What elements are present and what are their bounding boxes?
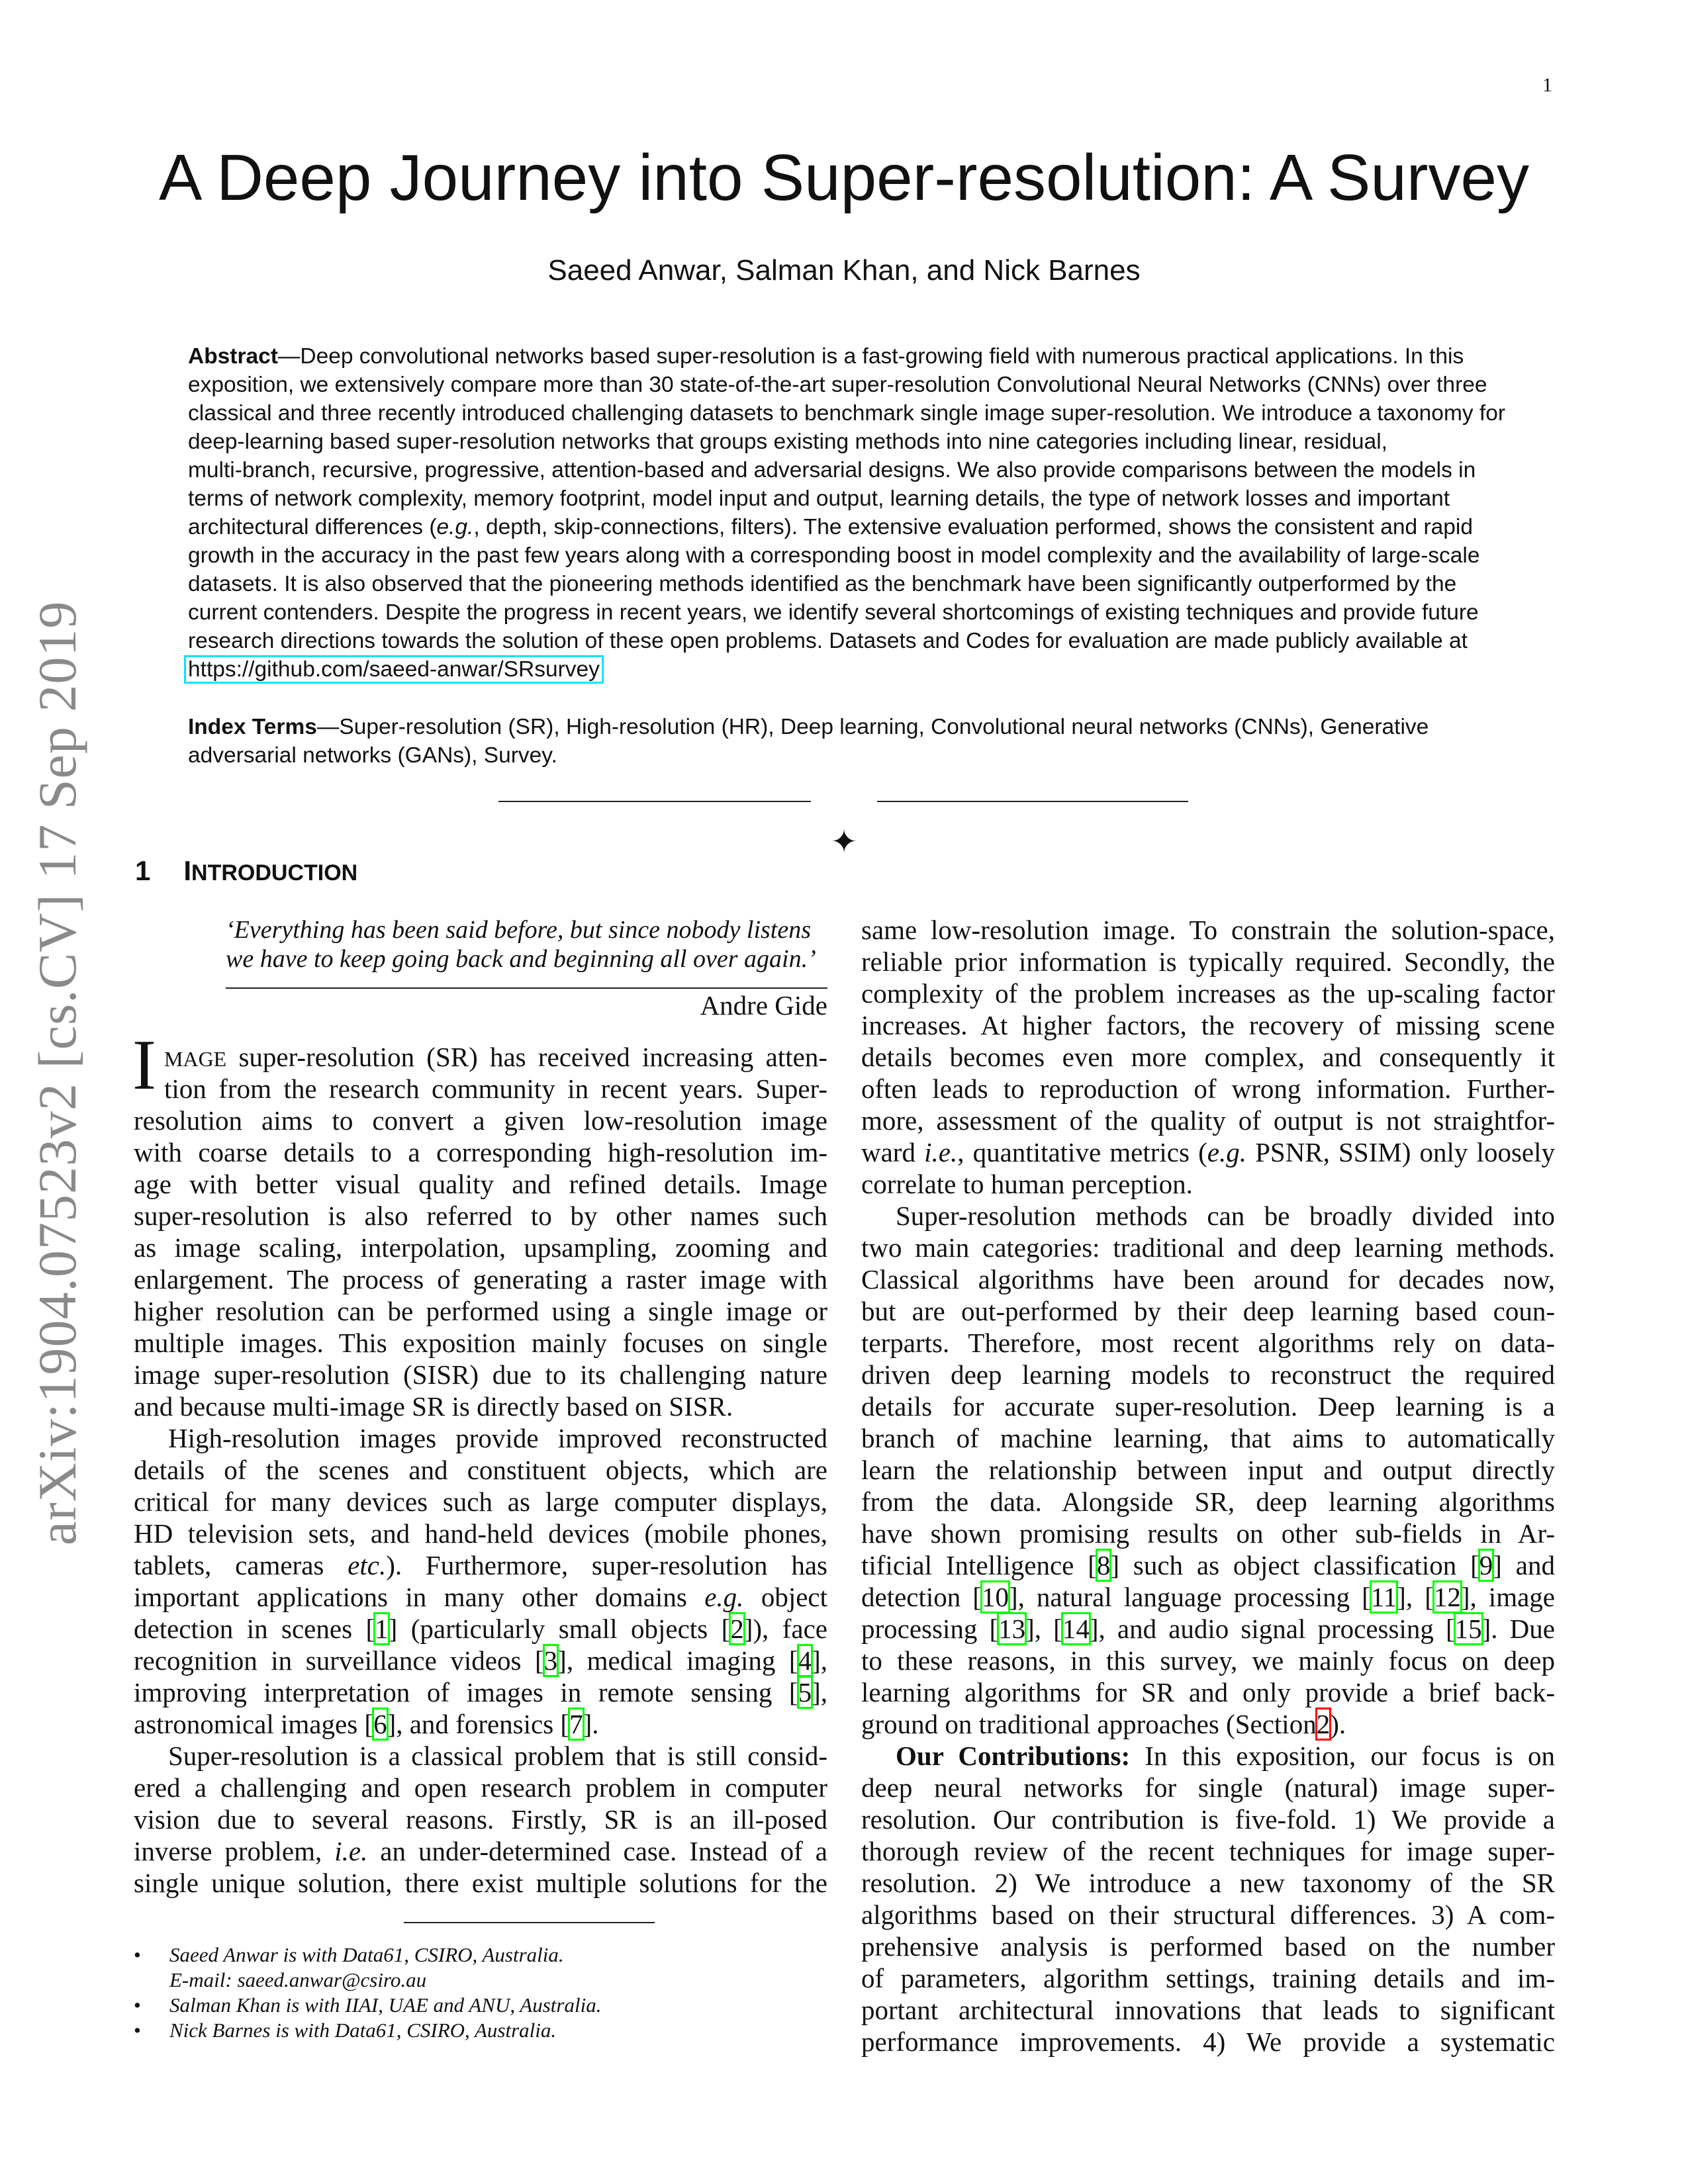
citation-link[interactable]: 3 [543, 1645, 558, 1676]
section-title-rest: NTRODUCTION [191, 860, 358, 886]
abstract-line [188, 484, 1512, 513]
text-line: details of the scenes and constituent objects, which are [134, 1455, 827, 1485]
text-line: important applications in many other domains e.g. object [134, 1582, 828, 1612]
text-line: MAGE super-resolution (SR) has received increasing atten- [164, 1042, 827, 1072]
index-terms-line [188, 713, 1512, 741]
text-line: High-resolution images provide improved reconstructed [168, 1423, 827, 1453]
text-line: enlargement. The process of generating a raster image with [134, 1264, 827, 1295]
epigraph-line: ‘Everything has been said before, but since nobody listens [226, 916, 812, 944]
citation-link[interactable]: 15 [1454, 1614, 1482, 1644]
abstract-line [188, 399, 1512, 428]
citation-link[interactable]: 2 [730, 1614, 744, 1644]
divider-diamond-icon: ✦ [831, 825, 858, 860]
citation-link[interactable]: 7 [569, 1709, 583, 1739]
text-line: tablets, cameras etc.). Furthermore, super-resolution has [134, 1550, 827, 1580]
text-line: increases. At higher factors, the recovery of missing scene [861, 1010, 1555, 1040]
section-link[interactable]: 2 [1316, 1709, 1331, 1739]
footnote-item [134, 1942, 827, 1993]
abstract-line [188, 570, 1512, 598]
text-line: ward i.e., quantitative metrics (e.g. PSNR, SSIM) only loosely [861, 1137, 1555, 1167]
text-line: single unique solution, there exist multiple solutions for the [134, 1868, 827, 1898]
text-line: super-resolution is also referred to by other names such [134, 1201, 827, 1231]
page-number: 1 [1542, 74, 1552, 96]
citation-link[interactable]: 6 [373, 1709, 387, 1739]
footnote-text: E-mail: saeed.anwar@csiro.au [169, 1968, 427, 1991]
text-line: to these reasons, in this survey, we mainly focus on deep [861, 1645, 1555, 1676]
text-line: driven deep learning models to reconstruct the required [861, 1359, 1555, 1390]
abstract-text: terms of network complexity, memory footprint, model input and output, learning details, the type of network losses and important [188, 486, 1450, 511]
abstract-text: growth in the accuracy in the past few years along with a corresponding boost in model complexity and the availability of large-scale [188, 543, 1480, 568]
text-line: Our Contributions: In this exposition, our focus is on [896, 1741, 1555, 1771]
text-line: Super-resolution methods can be broadly divided into [896, 1201, 1555, 1231]
footnotes [134, 1942, 827, 2043]
text-line: resolution. 2) We introduce a new taxonomy of the SR [861, 1868, 1555, 1898]
text-line: often leads to reproduction of wrong information. Further- [861, 1073, 1555, 1104]
abstract-text: datasets. It is also observed that the pioneering methods identified as the benchmark have been significantly outperformed by the [188, 572, 1457, 596]
index-terms-label: Index Terms [188, 715, 317, 739]
text-line: ground on traditional approaches (Section2). [861, 1709, 1346, 1739]
text-line: improving interpretation of images in remote sensing [5], [134, 1677, 827, 1707]
abstract-line [188, 456, 1512, 484]
text-line: Classical algorithms have been around for decades now, [861, 1264, 1555, 1295]
text-line: astronomical images [6], and forensics [7]. [134, 1709, 599, 1739]
abstract-line [188, 428, 1512, 456]
footnote-item [134, 1993, 827, 2018]
text-line: details becomes even more complex, and consequently it [861, 1042, 1555, 1072]
abstract-text: research directions towards the solution of these open problems. Datasets and Codes for evaluation are made publicly available at [188, 629, 1468, 653]
arxiv-stamp: arXiv:1904.07523v2 [cs.CV] 17 Sep 2019 [27, 600, 87, 1545]
text-line: complexity of the problem increases as the up-scaling factor [861, 978, 1555, 1009]
abstract-line [188, 371, 1512, 399]
paper-title: A Deep Journey into Super-resolution: A Survey [158, 141, 1530, 214]
text-line: more, assessment of the quality of output is not straightfor- [861, 1105, 1555, 1136]
abstract-url-line [188, 655, 1512, 684]
footnote-text: Nick Barnes is with Data61, CSIRO, Australia. [169, 2019, 557, 2042]
abstract-line [188, 541, 1512, 570]
text-line: image super-resolution (SISR) due to its challenging nature [134, 1359, 827, 1390]
text-line: critical for many devices such as large computer displays, [134, 1486, 827, 1517]
abstract-text: classical and three recently introduced challenging datasets to benchmark single image super-resolution. We introduce a taxonomy for [188, 401, 1505, 426]
citation-link[interactable]: 11 [1370, 1582, 1397, 1612]
abstract-label: Abstract [188, 344, 278, 369]
text-line: portant architectural innovations that leads to significant [861, 1995, 1555, 2025]
text-line: recognition in surveillance videos [3], medical imaging [4], [134, 1645, 827, 1676]
citation-link[interactable]: 8 [1096, 1550, 1111, 1580]
right-column [861, 914, 1555, 2058]
index-terms-text: adversarial networks (GANs), Survey. [188, 743, 557, 768]
text-line: correlate to human perception. [861, 1169, 1193, 1199]
citation-link[interactable]: 12 [1433, 1582, 1461, 1612]
text-line: same low-resolution image. To constrain the solution-space, [861, 915, 1555, 945]
text-line: age with better visual quality and refined details. Image [134, 1169, 827, 1199]
text-line: branch of machine learning, that aims to automatically [861, 1423, 1555, 1453]
divider-left [498, 801, 811, 802]
left-column [134, 1041, 827, 1899]
text-line: with coarse details to a corresponding high-resolution im- [134, 1137, 827, 1167]
text-line: from the data. Alongside SR, deep learning algorithms [861, 1486, 1555, 1517]
index-terms [188, 713, 1512, 770]
text-line: processing [13], [14], and audio signal processing [15]. Due [861, 1614, 1555, 1644]
text-line: resolution. Our contribution is five-fold. 1) We provide a [861, 1804, 1555, 1835]
text-line: Super-resolution is a classical problem that is still consid- [168, 1741, 827, 1771]
citation-link[interactable]: 9 [1479, 1550, 1493, 1580]
text-line: resolution aims to convert a given low-resolution image [134, 1105, 827, 1136]
text-line: terparts. Therefore, most recent algorithms rely on data- [861, 1328, 1555, 1358]
abstract-text: exposition, we extensively compare more than 30 state-of-the-art super-resolution Convolutional Neural Networks (CNNs) over three [188, 373, 1487, 397]
footnote-rule [404, 1922, 655, 1923]
abstract-line [188, 627, 1512, 655]
abstract-line [188, 513, 1512, 541]
text-line: two main categories: traditional and deep learning methods. [861, 1232, 1555, 1263]
abstract-text: current contenders. Despite the progress in recent years, we identify several shortcomings of existing techniques and provide future [188, 600, 1479, 625]
text-line: of parameters, algorithm settings, training details and im- [861, 1963, 1555, 1993]
footnote-text: Saeed Anwar is with Data61, CSIRO, Australia. [169, 1943, 564, 1966]
repository-link[interactable]: https://github.com/saeed-anwar/SRsurvey [184, 655, 604, 684]
text-line: multiple images. This exposition mainly focuses on single [134, 1328, 827, 1358]
section-first-letter: I [183, 855, 192, 886]
text-line: as image scaling, interpolation, upsampling, zooming and [134, 1232, 827, 1263]
text-line: prehensive analysis is performed based on the number [861, 1931, 1555, 1962]
index-terms-line [188, 741, 1512, 770]
section-heading [135, 855, 357, 887]
section-number: 1 [135, 855, 151, 886]
abstract [188, 342, 1512, 684]
divider-right [877, 801, 1188, 802]
abstract-line [188, 342, 1512, 371]
text-line: thorough review of the recent techniques for image super- [861, 1836, 1555, 1866]
citation-link[interactable]: 1 [375, 1614, 389, 1644]
text-line: ered a challenging and open research problem in computer [134, 1772, 827, 1803]
citation-link[interactable]: 10 [981, 1582, 1009, 1612]
footnote-item [134, 2018, 827, 2043]
text-line: reliable prior information is typically required. Secondly, the [861, 946, 1555, 977]
drop-cap: I [132, 1026, 156, 1105]
text-line: performance improvements. 4) We provide a systematic [861, 2026, 1555, 2057]
bullet-icon: • [134, 1993, 141, 2017]
abstract-text: deep-learning based super-resolution networks that groups existing methods into nine categories including linear, residual, [188, 430, 1387, 454]
text-line: details for accurate super-resolution. Deep learning is a [861, 1391, 1555, 1422]
text-line: but are out-performed by their deep learning based coun- [861, 1296, 1555, 1326]
epigraph-line: we have to keep going back and beginning all over again.’ [226, 945, 816, 973]
citation-link[interactable]: 13 [998, 1614, 1026, 1644]
text-line: have shown promising results on other sub-fields in Ar- [861, 1518, 1555, 1549]
text-line: detection in scenes [1] (particularly small objects [2]), face [134, 1614, 827, 1644]
bullet-icon: • [134, 1943, 141, 1966]
text-line: vision due to several reasons. Firstly, SR is an ill-posed [134, 1804, 827, 1835]
index-terms-text: —Super-resolution (SR), High-resolution (HR), Deep learning, Convolutional neural networks (CNNs), Generative [316, 715, 1429, 739]
epigraph-rule [226, 987, 827, 989]
text-line: and because multi-image SR is directly based on SISR. [134, 1391, 733, 1422]
citation-link[interactable]: 5 [798, 1677, 812, 1707]
text-line: higher resolution can be performed using a single image or [134, 1296, 827, 1326]
paper-authors: Saeed Anwar, Salman Khan, and Nick Barnes [547, 254, 1141, 287]
text-line: algorithms based on their structural differences. 3) A com- [861, 1899, 1555, 1930]
abstract-text: multi-branch, recursive, progressive, attention-based and adversarial designs. We also provide comparisons between the models in [188, 458, 1476, 482]
bullet-icon: • [134, 2019, 141, 2042]
abstract-text: —Deep convolutional networks based super-resolution is a fast-growing field with numerous practical applications. In this [277, 344, 1464, 369]
citation-link[interactable]: 4 [798, 1645, 812, 1676]
abstract-text: architectural differences (e.g., depth, skip-connections, filters). The extensive evaluation performed, shows the consistent and rapid [188, 515, 1473, 539]
citation-link[interactable]: 14 [1062, 1614, 1090, 1644]
text-line: detection [10], natural language processing [11], [12], image [861, 1582, 1555, 1612]
text-line: tificial Intelligence [8] such as object classification [9] and [861, 1550, 1555, 1580]
text-line: deep neural networks for single (natural) image super- [861, 1772, 1555, 1803]
epigraph [226, 915, 827, 974]
text-line: learn the relationship between input and output directly [861, 1455, 1555, 1485]
abstract-line [188, 598, 1512, 627]
text-line: learning algorithms for SR and only provide a brief back- [861, 1677, 1555, 1707]
text-line: HD television sets, and hand-held devices (mobile phones, [134, 1518, 827, 1549]
text-line: inverse problem, i.e. an under-determined case. Instead of a [134, 1836, 827, 1866]
footnote-text: Salman Khan is with IIAI, UAE and ANU, Australia. [169, 1993, 602, 2017]
text-line: tion from the research community in recent years. Super- [164, 1073, 827, 1104]
epigraph-author: Andre Gide [700, 990, 827, 1021]
